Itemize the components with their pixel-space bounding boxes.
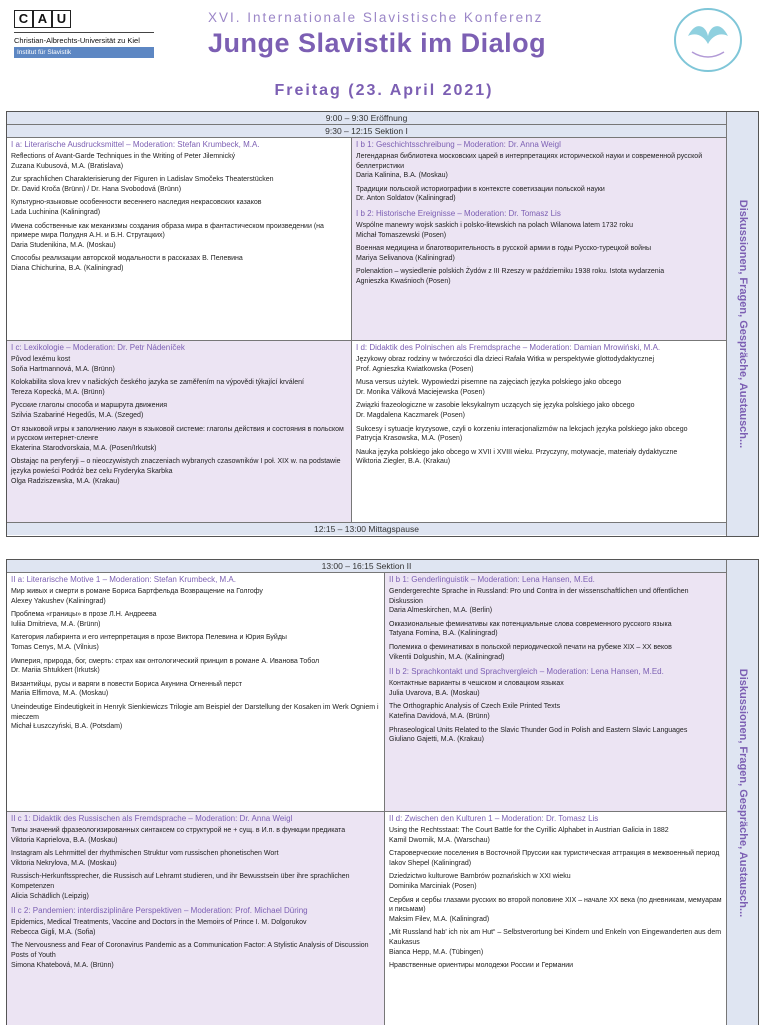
list-item (356, 448, 722, 467)
panel-heading: I c: Lexikologie – Moderation: Dr. Petr Nádeníček (11, 343, 185, 352)
talk-author: Viktoria Nekrylova, M.A. (Moskau) (11, 859, 117, 867)
list-item (11, 633, 380, 652)
time-section-1: 9:30 – 12:15 Sektion I (7, 125, 726, 138)
panel-heading: II d: Zwischen den Kulturen 1 – Moderation: Dr. Tomasz Lis (389, 814, 599, 823)
list-item (356, 185, 722, 204)
list-item (389, 702, 722, 721)
institute-name: Institut für Slavistik (14, 47, 154, 58)
talk-author: Julia Uvarova, B.A. (Moskau) (389, 689, 480, 697)
talk-title: Wspólne manewry wojsk saskich i polsko-litewskich na polach Wilanowa latem 1732 roku (356, 221, 634, 229)
talk-title: Мир живых и смерти в романе Бориса Бартфельда Возвращение на Голгофу (11, 588, 263, 595)
talk-author: Mariya Selivanova (Kaliningrad) (356, 254, 455, 262)
cau-letter: A (33, 10, 52, 28)
talk-title: Легендарная библиотека московских царей в интерпретациях исторической науки и современной русской беллетристики (356, 153, 703, 170)
panel-heading: II c 2: Pandemien: interdisziplinäre Perspektiven – Moderation: Prof. Michael Düring (11, 906, 308, 916)
talk-title: Instagram als Lehrmittel der rhythmischen Struktur vom russischen phonetischen Wort (11, 850, 279, 858)
list-item (11, 941, 380, 970)
talk-title: Традиции польской историографии в контексте советизации польской науки (356, 185, 605, 193)
talk-title: Using the Rechtsstaat: The Court Battle for the Cyrillic Alphabet in Austrian Galicia in 1882 (389, 827, 669, 834)
talk-author: Daria Almeskirchen, M.A. (Berlin) (389, 607, 493, 615)
list-item (11, 680, 380, 699)
list-item (389, 849, 722, 868)
talk-title: Византийцы, русы и варяги в повести Бориса Акунина Огненный перст (11, 680, 243, 688)
talk-author: Dr. Mariia Shtukkert (Irkutsk) (11, 667, 100, 675)
talk-author: Ekaterina Starodvorskaia, M.A. (Posen/Irkutsk) (11, 444, 157, 452)
list-item (389, 961, 722, 971)
talk-author: Tereza Kopecká, M.A. (Brünn) (11, 388, 105, 396)
panel-Ic (7, 340, 351, 522)
talk-author: Kateřina Davidová, M.A. (Brünn) (389, 712, 490, 720)
talk-author: Dominika Marciniak (Posen) (389, 882, 477, 890)
talk-author: Daria Kalinina, B.A. (Moskau) (356, 172, 448, 180)
list-item (11, 198, 347, 217)
list-item (11, 254, 347, 273)
talk-author: Vikentii Dolgushin, M.A. (Kaliningrad) (389, 653, 505, 661)
panel-Ia (7, 138, 351, 340)
talk-author: Daria Studenikina, M.A. (Moskau) (11, 241, 116, 249)
talk-title: Культурно-языковые особенности весеннего наследия некрасовских казаков (11, 199, 262, 207)
panel-heading: II c 1: Didaktik des Russischen als Fremdsprache – Moderation: Dr. Anna Weigl (11, 814, 293, 823)
list-item (356, 152, 722, 181)
talk-author: Alicia Schädlich (Leipzig) (11, 892, 89, 900)
list-item (389, 872, 722, 891)
talk-title: Староверческие поселения в Восточной Пруссии как туристическая аттракция в межвоенный период (389, 850, 720, 858)
talk-title: Сербия и сербы глазами русских во второй половине XIX – начале XX века (по дневникам, мемуарам и письмам) (389, 896, 722, 914)
talk-title: Контактные варианты в чешском и словацком языках (389, 680, 564, 688)
conference-title: Junge Slavistik im Dialog (208, 28, 547, 58)
list-item (11, 872, 380, 901)
talk-title: От языковой игры к заполнению лакун в языковой системе: глаголы действия и состояния в польском и русском интернет-сленге (11, 425, 344, 443)
list-item (389, 826, 722, 845)
talk-author: Zuzana Kubusová, M.A. (Bratislava) (11, 162, 124, 170)
talk-title: Polenaktion – wysiedlenie polskich Żydów z III Rzeszy w październiku 1938 roku. Istota wydarzenia (356, 268, 665, 276)
list-item (11, 355, 347, 374)
talk-title: Типы значений фразеологизированных синтаксем со структурой не + сущ. в И.п. в функции предиката (11, 827, 346, 834)
talk-title: Полемика о феминативах в польской периодической печати на рубеже XIX – XX веков (389, 643, 672, 651)
conference-emblem-icon (672, 6, 744, 74)
panel-Ib (351, 138, 726, 340)
day-title: Freitag (23. April 2021) (274, 82, 494, 99)
talk-title: The Nervousness and Fear of Coronavirus Pandemic as a Communication Factor: A Stylistic Analysis of Discussion Posts of Youth (11, 942, 369, 959)
talk-author: Soňa Hartmannová, M.A. (Brünn) (11, 365, 115, 373)
talk-author: Lada Luchinina (Kaliningrad) (11, 208, 101, 216)
panel-heading: I b 1: Geschichtsschreibung – Moderation: Dr. Anna Weigl (356, 140, 561, 149)
list-item (11, 918, 380, 937)
talk-title: Империя, природа, бог, смерть: страх как онтологический принцип в романе А. Иванова Тобол (11, 657, 320, 665)
list-item (11, 175, 347, 194)
session-block-1 (6, 111, 759, 537)
talk-title: Способы реализации авторской модальности в рассказах В. Пелевина (11, 255, 243, 263)
talk-author: Dr. Magdalena Kaczmarek (Posen) (356, 411, 465, 419)
list-item (356, 355, 722, 374)
panel-heading: II b 1: Genderlinguistik – Moderation: Lena Hansen, M.Ed. (389, 575, 595, 584)
list-item (356, 378, 722, 397)
list-item (389, 643, 722, 662)
panel-IIc (7, 811, 384, 1025)
talk-title: Русские глаголы способа и маршрута движения (11, 402, 168, 410)
panel-IIa (7, 573, 384, 811)
talk-author: Tomas Cenys, M.A. (Vilnius) (11, 643, 99, 651)
session-block-2 (6, 559, 759, 1025)
panel-IIb (384, 573, 726, 811)
list-item (356, 244, 722, 263)
talk-author: Michał Tomaszewski (Posen) (356, 231, 447, 239)
list-item (11, 826, 380, 845)
list-item (11, 657, 380, 676)
talk-title: Uneindeutige Eindeutigkeit in Henryk Sienkiewiczs Trilogie am Beispiel der Darstellung der Kosaken im Werk Ogniem i mieczem (11, 703, 379, 721)
talk-author: Iuliia Dmitrieva, M.A. (Brünn) (11, 620, 101, 628)
cau-logo (14, 10, 154, 58)
list-item (356, 401, 722, 420)
panel-heading: I a: Literarische Ausdrucksmittel – Moderation: Stefan Krumbeck, M.A. (11, 140, 260, 149)
talk-title: Проблема «границы» в прозе Л.Н. Андреева (11, 611, 157, 619)
list-item (389, 896, 722, 925)
talk-author: Szilvia Szabariné Hegedűs, M.A. (Szeged) (11, 411, 144, 419)
talk-title: Kolokabilita slova krev v našických českého jazyka se zaměřením na výpovědi týkající krválení (11, 379, 304, 387)
talk-author: Diana Chichurina, B.A. (Kaliningrad) (11, 264, 124, 272)
panel-heading: I d: Didaktik des Polnischen als Fremdsprache – Moderation: Damian Mrowiński, M.A. (356, 343, 661, 352)
talk-title: Zur sprachlichen Charakterisierung der Figuren in Ladislav Smočeks Theaterstücken (11, 176, 274, 184)
panel-heading: II a: Literarische Motive 1 – Moderation: Stefan Krumbeck, M.A. (11, 575, 236, 584)
list-item (11, 222, 347, 251)
talk-title: Językowy obraz rodziny w twórczości dla dzieci Rafała Witka w perspektywie glottodydaktycznej (356, 356, 655, 363)
talk-title: Нравственные ориентиры молодежи России и Германии (389, 962, 574, 970)
list-item (11, 849, 380, 868)
talk-title: Původ lexému kost (11, 356, 71, 363)
talk-title: Имена собственные как механизмы создания образа мира в фантастическом произведении (на примере мира Полудня А.Н. и Б.Н. Стругацких) (11, 222, 324, 240)
university-name: Christian-Albrechts-Universität zu Kiel (14, 32, 154, 45)
cau-letters (14, 10, 154, 28)
list-item (356, 221, 722, 240)
list-item (11, 152, 347, 171)
talk-title: Reflections of Avant-Garde Techniques in the Writing of Peter Jilemnický (11, 153, 236, 160)
talk-author: Viktoria Kaprielova, B.A. (Moskau) (11, 836, 118, 844)
talk-title: Nauka języka polskiego jako obcego w XVII i XVIII wieku. Przyczyny, motywacje, materiały dydaktyczne (356, 448, 678, 456)
talk-title: Категория лабиринта и его интерпретация в прозе Виктора Пелевина и Юрия Буйды (11, 634, 287, 642)
list-item (389, 726, 722, 745)
panel-heading: I b 2: Historische Ereignisse – Moderation: Dr. Tomasz Lis (356, 208, 561, 218)
side-discussion (726, 560, 758, 1025)
talk-author: Prof. Agnieszka Kwiatkowska (Posen) (356, 365, 474, 373)
talk-title: Obstając na peryferyji – o nieoczywistych znaczeniach wybranych czasowników I poł. XIX w. na podstawie języka powieści Podróż bez celu Fryderyka Skarbka (11, 458, 341, 475)
talk-title: Związki frazeologiczne w zasobie leksykalnym uczących się języka polskiego jako obcego (356, 402, 635, 410)
talk-author: Wiktoria Ziegler, B.A. (Krakau) (356, 458, 451, 466)
talk-title: Phraseological Units Related to the Slavic Thunder God in Polish and Eastern Slavic Languages (389, 726, 688, 734)
talk-title: Gendergerechte Sprache in Russland: Pro und Contra in der wissenschaftlichen und öffentlichen Diskussion (389, 588, 689, 605)
talk-title: Musa versus użytek. Wypowiedzi pisemne na zajęciach języka polskiego jako obcego (356, 379, 622, 387)
list-item (389, 620, 722, 639)
panel-heading: II b 2: Sprachkontakt und Sprachvergleich – Moderation: Lena Hansen, M.Ed. (389, 667, 664, 677)
side-discussion (726, 112, 758, 536)
talk-title: Dziedzictwo kulturowe Bambrów poznańskich w XXI wieku (389, 873, 571, 881)
panel-IId (384, 811, 726, 1025)
talk-title: Окказиональные феминативы как потенциальные слова современного русского языка (389, 620, 672, 628)
list-item (11, 587, 380, 606)
talk-title: Epidemics, Medical Treatments, Vaccine and Doctors in the Memoirs of Prince I. M. Dolgorukov (11, 919, 307, 927)
list-item (356, 425, 722, 444)
side-discussion-text: Diskussionen, Fragen, Gespräche, Austausch... (736, 199, 749, 449)
talk-title: Военная медицина и благотворительность в русской армии в годы Русско-турецкой войны (356, 245, 651, 253)
time-section-2: 13:00 – 16:15 Sektion II (7, 560, 726, 573)
list-item (11, 378, 347, 397)
talk-author: Maksim Filev, M.A. (Kaliningrad) (389, 915, 490, 923)
list-item (389, 679, 722, 698)
talk-author: Kamil Dwornik, M.A. (Warschau) (389, 836, 490, 844)
talk-author: Agnieszka Kwaśnioch (Posen) (356, 277, 451, 285)
talk-author: Mariia Elfimova, M.A. (Moskau) (11, 690, 109, 698)
talk-author: Tatyana Fomina, B.A. (Kaliningrad) (389, 630, 498, 638)
talk-author: Michał Łuszczyński, B.A. (Potsdam) (11, 723, 123, 731)
talk-title: Russisch-Herkunftssprecher, die Russisch auf Lehramt studieren, und ihr Bewusstsein über ihre sprachlichen Kompetenzen (11, 873, 350, 890)
talk-author: Olga Radziszewska, M.A. (Krakau) (11, 477, 120, 485)
talk-author: Rebecca Gigli, M.A. (Sofia) (11, 928, 96, 936)
cau-letter: U (52, 10, 71, 28)
talk-author: Dr. David Kroča (Brünn) / Dr. Hana Svobodová (Brünn) (11, 185, 182, 193)
talk-author: Patrycja Krasowska, M.A. (Posen) (356, 435, 463, 443)
list-item (389, 928, 722, 957)
time-opening: 9:00 – 9:30 Eröffnung (7, 112, 726, 125)
list-item (11, 401, 347, 420)
lunch-break: 12:15 – 13:00 Mittagspause (7, 522, 726, 535)
talk-author: Iakov Shepel (Kaliningrad) (389, 859, 472, 867)
list-item (11, 703, 380, 732)
list-item (11, 425, 347, 454)
talk-title: Sukcesy i sytuacje kryzysowe, czyli o korzeniu interacjonalizmów na lekcjach języka polskiego jako obcego (356, 425, 688, 433)
talk-author: Dr. Anton Soldatov (Kaliningrad) (356, 195, 456, 203)
list-item (11, 610, 380, 629)
talk-author: Alexey Yakushev (Kaliningrad) (11, 597, 106, 605)
talk-title: „Mit Russland hab' ich nix am Hut“ – Selbstverortung bei Kindern und Enkeln von Eingewanderten aus dem Kaukasus (389, 929, 722, 946)
side-discussion-text: Diskussionen, Fragen, Gespräche, Austausch... (736, 668, 749, 917)
talk-author: Giuliano Gajetti, M.A. (Krakau) (389, 736, 484, 744)
list-item (389, 587, 722, 616)
list-item (356, 267, 722, 286)
talk-title: The Orthographic Analysis of Czech Exile Printed Texts (389, 703, 561, 711)
talk-author: Bianca Hepp, M.A. (Tübingen) (389, 948, 484, 956)
conference-subtitle: XVI. Internationale Slavistische Konferenz (208, 10, 544, 25)
list-item (11, 457, 347, 486)
talk-author: Dr. Monika Válková Maciejewska (Posen) (356, 388, 485, 396)
cau-letter: C (14, 10, 33, 28)
panel-Id (351, 340, 726, 522)
talk-author: Simona Khatebová, M.A. (Brünn) (11, 961, 114, 969)
